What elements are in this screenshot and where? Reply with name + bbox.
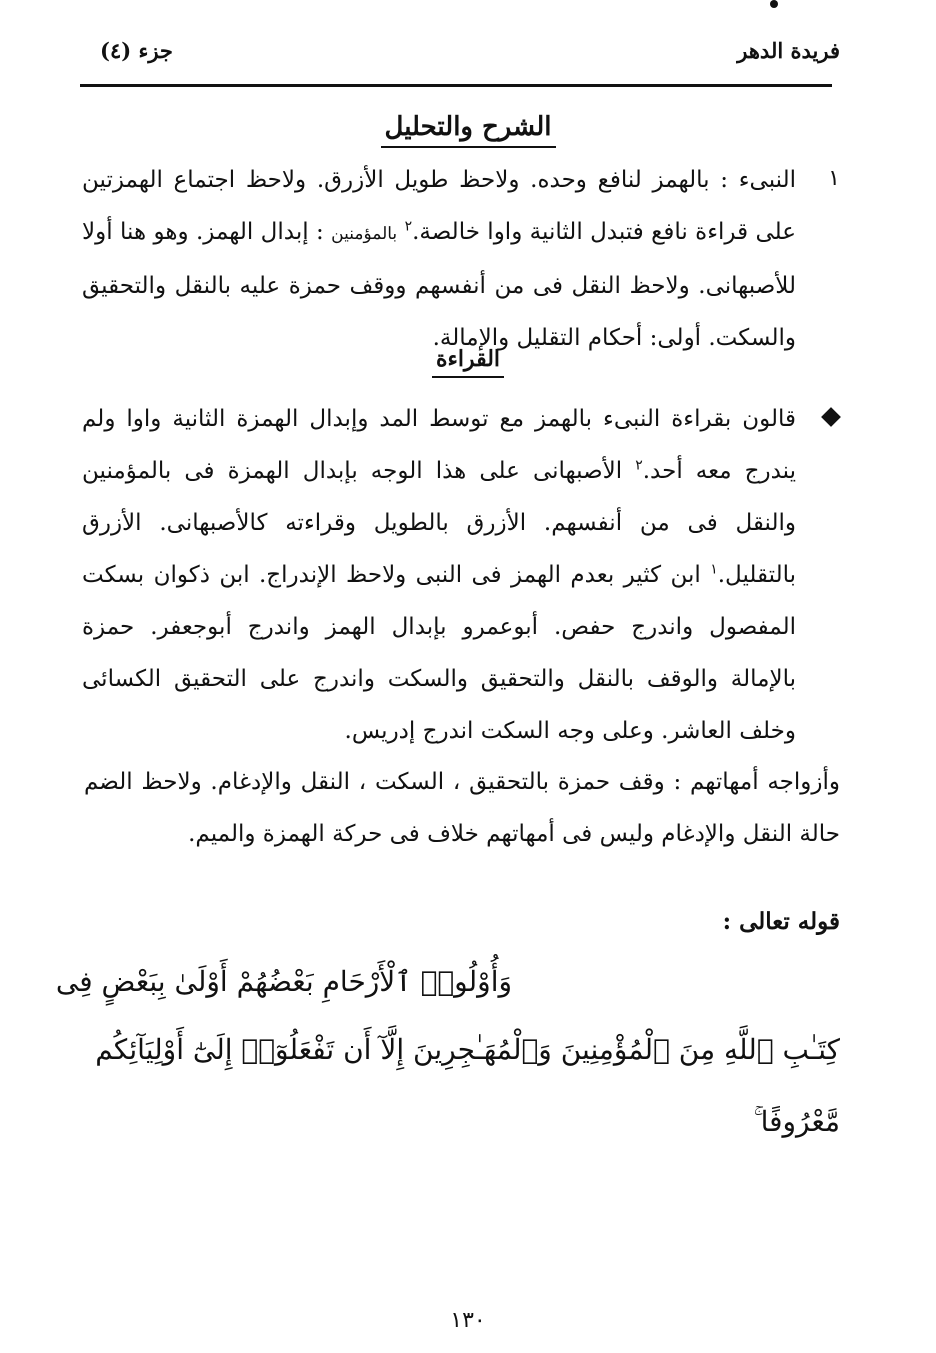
reading-text-a: قالون بقراءة النبىء بالهمز مع توسط المد وإبدال الهمزة الثانية واوا ولم يندرج معه أحد. (82, 406, 796, 484)
section-heading-explanation (0, 112, 936, 148)
footnote-ref: ١ (710, 561, 718, 578)
wives-text: وأزواجه أمهاتهم : وقف حمزة بالتحقيق ، السكت ، النقل والإدغام. ولاحظ الضم حالة النقل والإدغام وليس فى أمهاتهم خلاف فى حركة الهمزة والميم. (84, 769, 840, 847)
book-title: فريدة الدهر (737, 38, 840, 63)
heading-text: القراءة (432, 346, 504, 378)
verse-line-1: وَأُوْلُوا۟ ٱلْأَرْحَامِ بَعْضُهُمْ أَوْلَىٰ بِبَعْضٍ فِى (55, 965, 512, 998)
reading-text-b: الأصبهانى على هذا الوجه بإبدال الهمزة فى بالمؤمنين والنقل فى من أنفسهم. الأزرق بالطويل وقراءته كالأصبهانى. الأزرق بالتقليل. (82, 458, 796, 588)
reading-text-c: ابن كثير بعدم الهمز فى النبى ولاحظ الإندراج. ابن ذكوان بسكت المفصول واندرج حفص. أبوعمرو بإبدال الهمز واندرج أبوجعفر. حمزة بالإمالة والوقف بالنقل والتحقيق والسكت واندرج على التحقيق الكسائى وخلف العاشر. وعلى وجه السكت اندرج إدريس. (82, 562, 796, 744)
part-label: جزء (٤) (100, 38, 173, 63)
page-number: ١٣٠ (450, 1308, 486, 1333)
header-rule (80, 84, 832, 87)
running-header (80, 38, 840, 78)
item-number: ١ (828, 166, 840, 191)
verse-line-2: كِتَـٰبِ ٱللَّهِ مِنَ ٱلْمُؤْمِنِينَ وَٱلْمُهَـٰجِرِينَ إِلَّآ أَن تَفْعَلُوٓا۟ إِلَىٰٓ أَوْلِيَآئِكُم (95, 1033, 840, 1066)
ref-word: بالمؤمنين (331, 224, 398, 244)
heading-text: الشرح والتحليل (381, 112, 556, 148)
diamond-bullet-icon (821, 407, 841, 427)
footnote-ref: ٢ (404, 218, 413, 235)
explanation-text-a: النبىء : بالهمز لنافع وحده. ولاحظ طويل الأزرق. ولاحظ اجتماع الهمزتين على قراءة نافع فتبدل الثانية واوا خالصة. (82, 167, 797, 245)
section-heading-reading (0, 346, 936, 378)
footnote-ref: ٢ (635, 457, 643, 474)
reading-paragraph (82, 393, 796, 757)
wives-paragraph (84, 756, 840, 860)
explanation-text-b: : إبدال الهمز. وهو هنا أولا للأصبهانى. ولاحظ النقل فى من أنفسهم ووقف حمزة عليه بالنقل والتحقيق والسكت. أولى: أحكام التقليل والإمالة. (82, 219, 796, 351)
verse-line-3: مَّعْرُوفًا ۚ (753, 1105, 840, 1138)
corner-dot (770, 0, 778, 8)
saying-label: قوله تعالى : (722, 908, 840, 935)
explanation-paragraph (82, 154, 796, 364)
